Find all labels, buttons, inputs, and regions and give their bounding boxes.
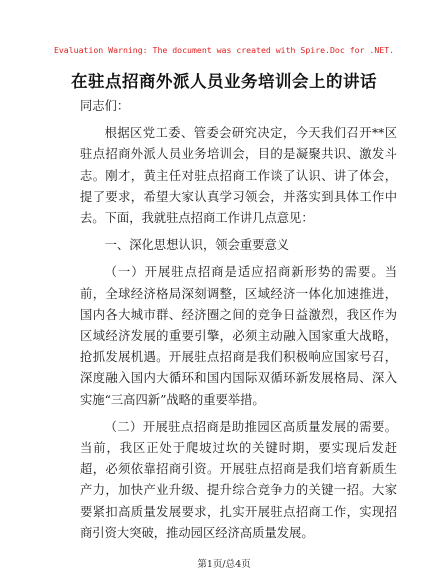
paragraph-point-1: （一）开展驻点招商是适应招商新形势的需要。当前，全球经济格局深刻调整，区域经济一体化加速推进，国内各大城市群、经济圈之间的竞争日益激烈，我区作为区域经济发展的重要引擎，必须主动融入国家重大战略，抢抓发展机遇。开展驻点招商是我们积极响应国家号召，深度融入国内大循环和国内国际双循环新发展格局、深入实施“三高四新”战略的重要举措。 xyxy=(80,265,397,407)
evaluation-warning: Evaluation Warning: The document was created with Spire.Doc for .NET. xyxy=(53,45,395,55)
document-title: 在驻点招商外派人员业务培训会上的讲话 xyxy=(71,72,377,91)
page-footer: 第1页/总4页 xyxy=(197,559,251,570)
document-body xyxy=(80,96,397,544)
intro-paragraph: 根据区党工委、管委会研究决定，今天我们召开**区驻点招商外派人员业务培训会，目的是凝聚共识、激发斗志。刚才，黄主任对驻点招商工作谈了认识、讲了体会，提了要求，希望大家认真学习领会，并落实到具体工作中去。下面，我就驻点招商工作讲几点意见： xyxy=(80,126,397,226)
salutation: 同志们： xyxy=(80,99,130,113)
section-heading: 一、深化思想认识，领会重要意义 xyxy=(104,238,290,253)
paragraph-point-2: （二）开展驻点招商是助推园区高质量发展的需要。当前，我区正处于爬坡过坎的关键时期，要实现后发赶超，必须依靠招商引资。开展驻点招商是我们培育新质生产力，加快产业升级、提升综合竞争力的关键一招。大家要紧扣高质量发展要求，扎实开展驻点招商工作，实现招商引资大突破，推动园区经济高质量发展。 xyxy=(80,419,397,540)
